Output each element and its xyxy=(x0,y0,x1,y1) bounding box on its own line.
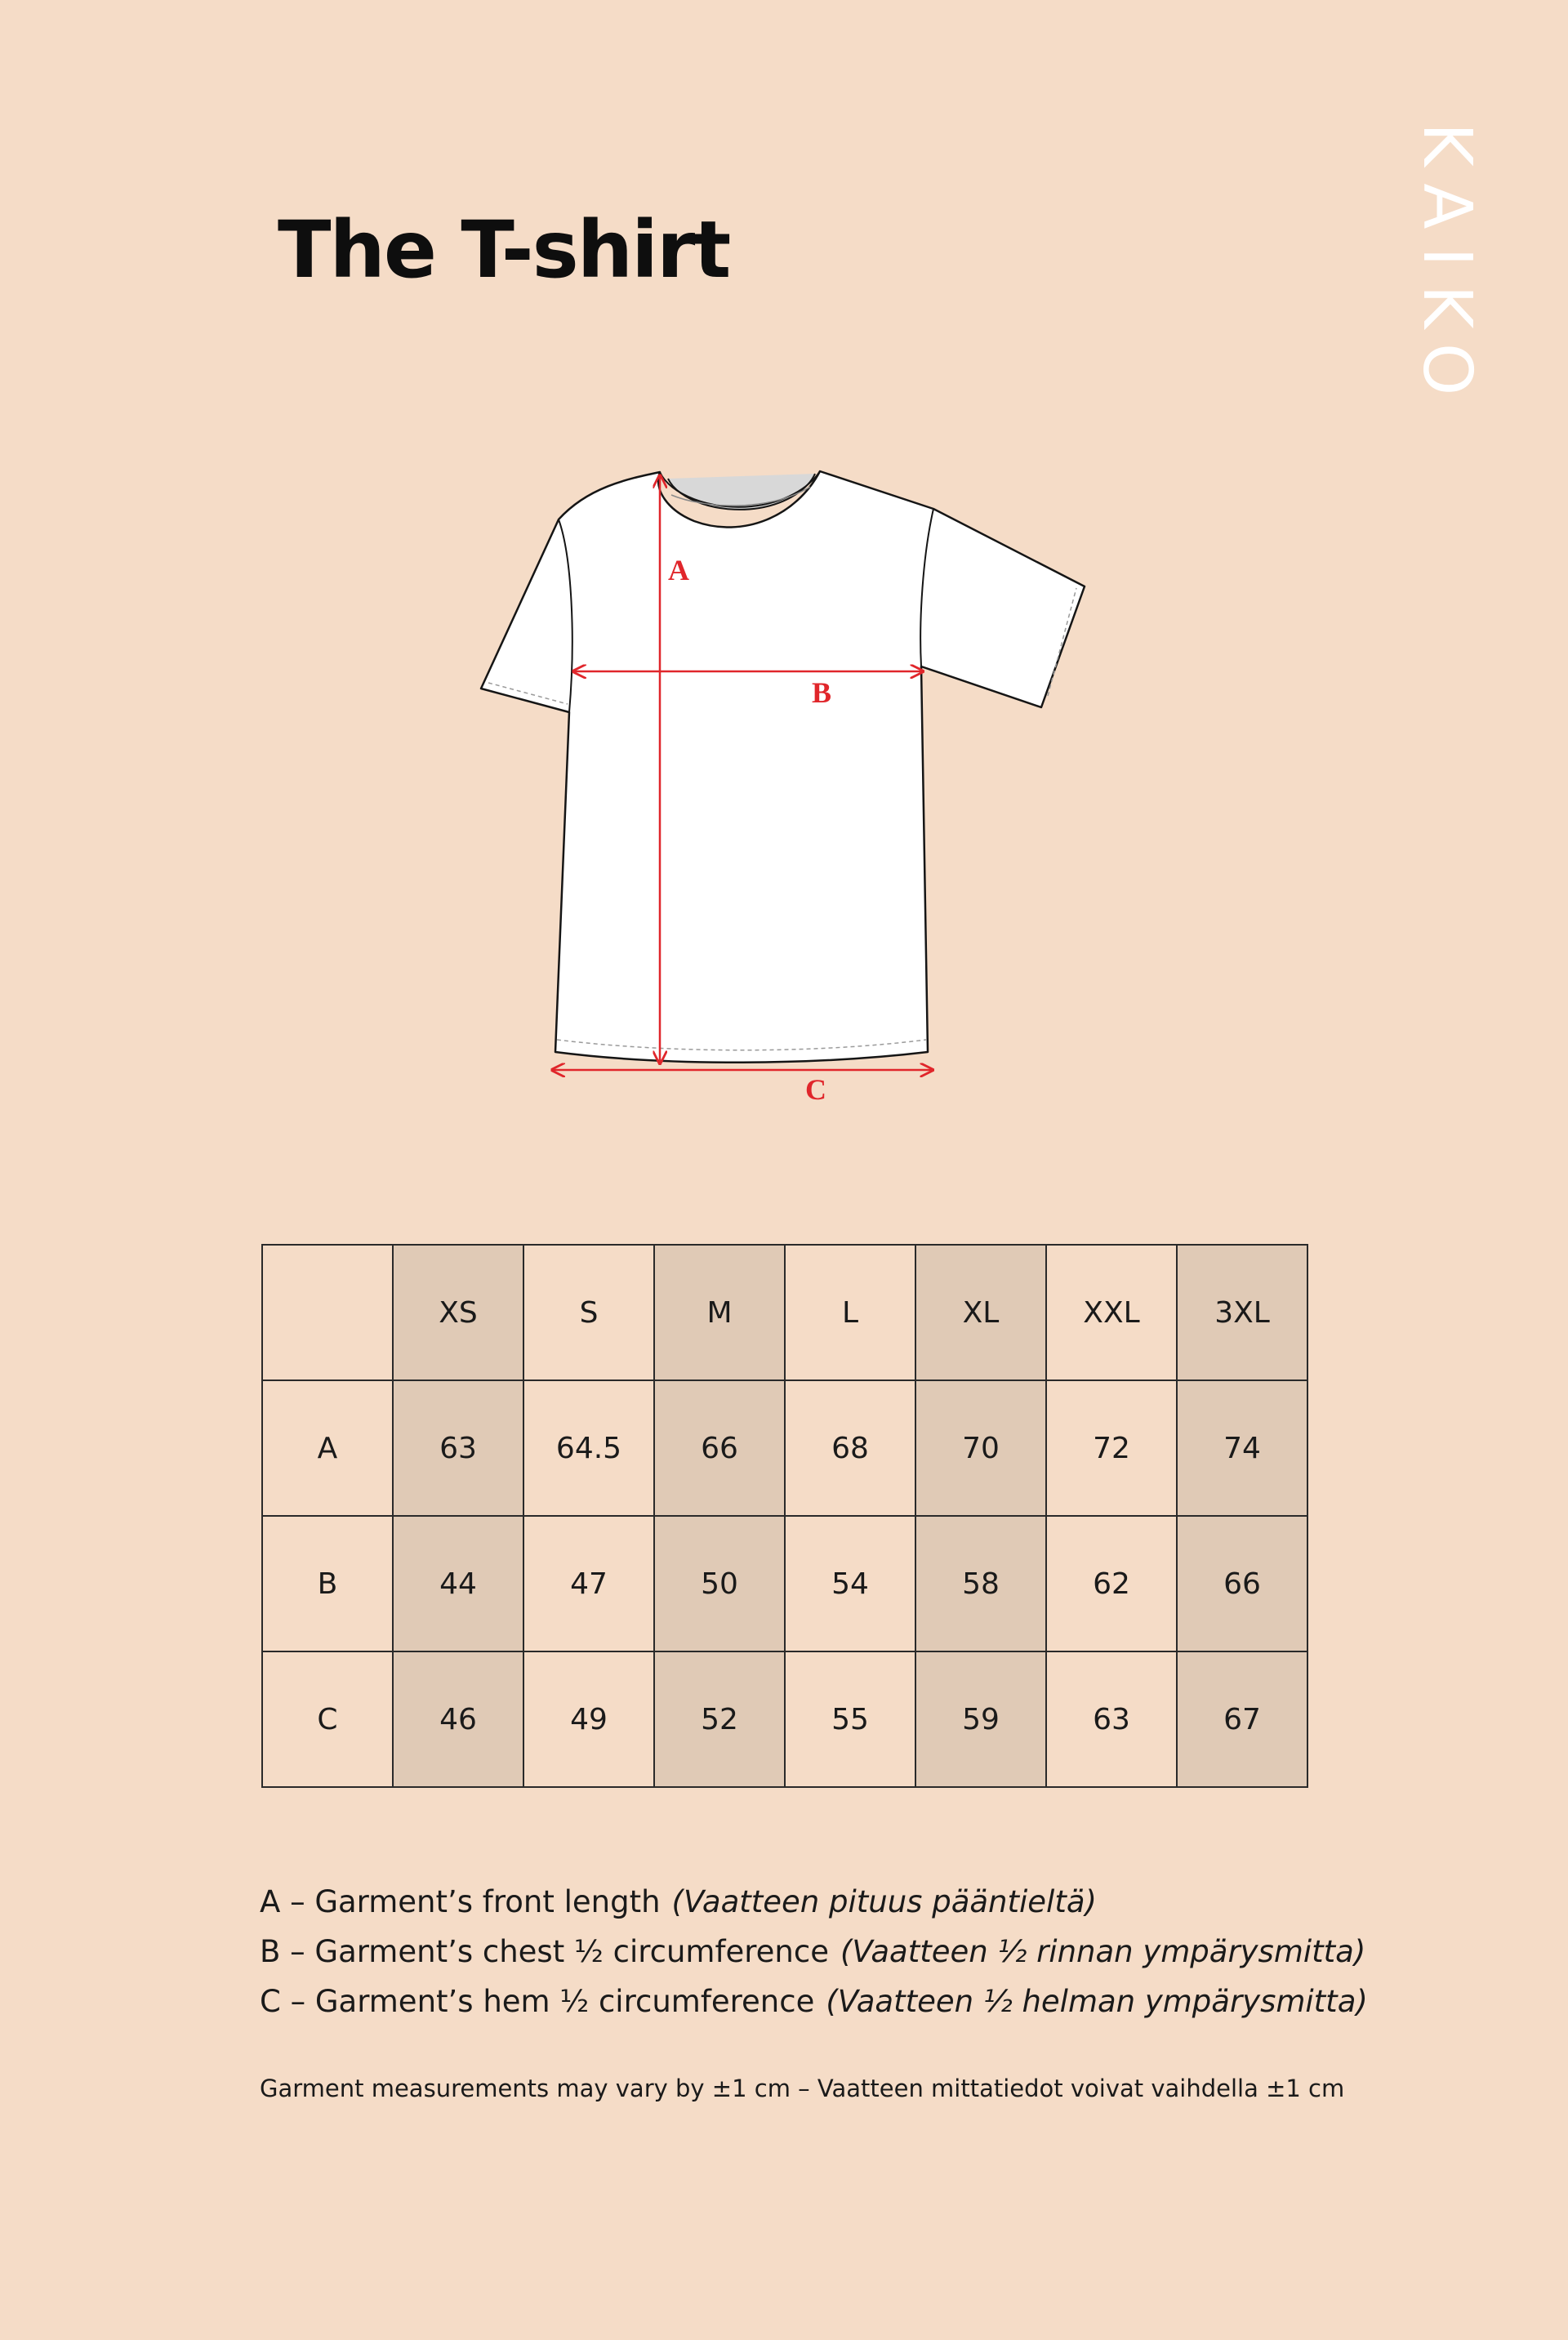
table-cell: 52 xyxy=(654,1651,785,1787)
table-cell: 55 xyxy=(785,1651,915,1787)
table-header-row xyxy=(262,1245,1307,1380)
table-cell: 44 xyxy=(393,1516,523,1651)
table-row xyxy=(262,1380,1307,1516)
size-header-xl: XL xyxy=(915,1245,1046,1380)
table-cell: 68 xyxy=(785,1380,915,1516)
table-cell: 59 xyxy=(915,1651,1046,1787)
measure-c-label: C xyxy=(805,1073,826,1106)
table-cell: 74 xyxy=(1177,1380,1307,1516)
legend-text-en: B – Garment’s chest ½ circumference xyxy=(260,1934,829,1969)
table-cell: 63 xyxy=(1046,1651,1177,1787)
measurement-note: Garment measurements may vary by ±1 cm – Vaatteen mittatiedot voivat vaihdella ±1 cm xyxy=(260,2075,1345,2102)
row-label-c: C xyxy=(262,1651,393,1787)
table-cell: 50 xyxy=(654,1516,785,1651)
legend-text-fi: (Vaatteen ½ helman ympärysmitta) xyxy=(826,1984,1368,2019)
legend-item-c xyxy=(260,1977,1368,2026)
table-row xyxy=(262,1516,1307,1651)
legend-item-a xyxy=(260,1877,1368,1927)
brand-logo: KAIKO xyxy=(1408,123,1486,414)
table-cell: 63 xyxy=(393,1380,523,1516)
table-cell: 47 xyxy=(523,1516,654,1651)
table-cell: 54 xyxy=(785,1516,915,1651)
size-header-s: S xyxy=(523,1245,654,1380)
table-cell: 67 xyxy=(1177,1651,1307,1787)
size-header-xs: XS xyxy=(393,1245,523,1380)
size-header-m: M xyxy=(654,1245,785,1380)
size-header-l: L xyxy=(785,1245,915,1380)
tshirt-diagram xyxy=(466,457,1102,1111)
table-cell: 62 xyxy=(1046,1516,1177,1651)
legend-text-en: A – Garment’s front length xyxy=(260,1884,661,1919)
legend-text-fi: (Vaatteen pituus pääntieltä) xyxy=(671,1884,1097,1919)
row-label-a: A xyxy=(262,1380,393,1516)
size-header-xxl: XXL xyxy=(1046,1245,1177,1380)
legend-text-fi: (Vaatteen ½ rinnan ympärysmitta) xyxy=(840,1934,1366,1969)
row-label-b: B xyxy=(262,1516,393,1651)
table-corner-cell xyxy=(262,1245,393,1380)
table-cell: 64.5 xyxy=(523,1380,654,1516)
table-cell: 72 xyxy=(1046,1380,1177,1516)
tshirt-outline xyxy=(481,471,1085,1063)
table-cell: 49 xyxy=(523,1651,654,1787)
measurement-legend xyxy=(260,1877,1368,2026)
table-cell: 58 xyxy=(915,1516,1046,1651)
legend-item-b xyxy=(260,1927,1368,1977)
measure-a-label: A xyxy=(668,554,689,586)
size-chart-table xyxy=(261,1244,1308,1788)
legend-text-en: C – Garment’s hem ½ circumference xyxy=(260,1984,815,2019)
measure-b-label: B xyxy=(812,676,832,709)
table-cell: 66 xyxy=(654,1380,785,1516)
page-title: The T-shirt xyxy=(278,204,730,296)
size-header-3xl: 3XL xyxy=(1177,1245,1307,1380)
table-cell: 70 xyxy=(915,1380,1046,1516)
table-cell: 46 xyxy=(393,1651,523,1787)
table-cell: 66 xyxy=(1177,1516,1307,1651)
table-row xyxy=(262,1651,1307,1787)
